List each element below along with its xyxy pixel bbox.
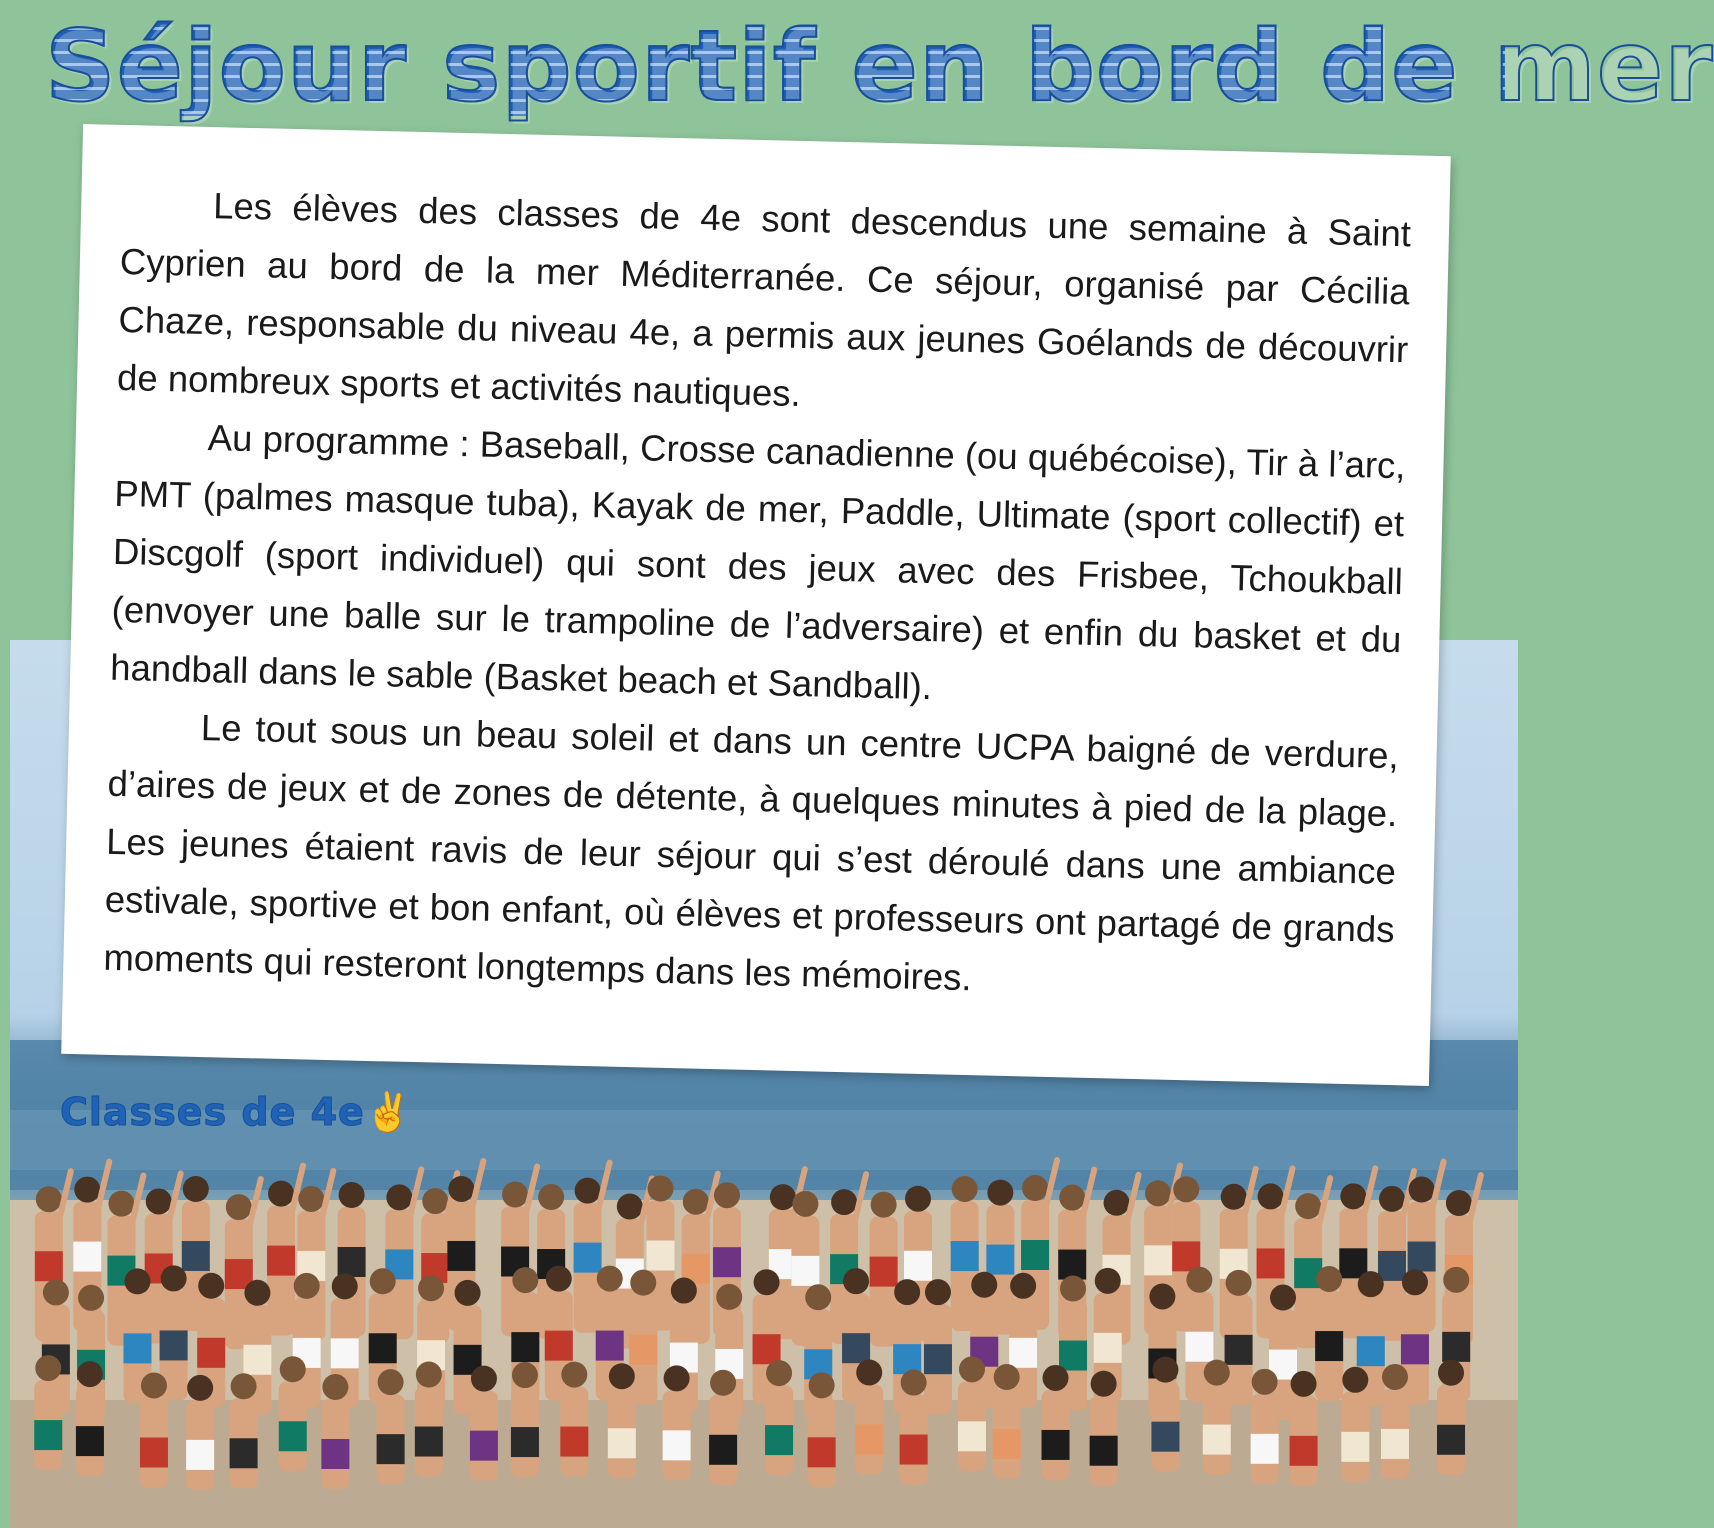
person-head <box>1043 1365 1069 1391</box>
person-head <box>1221 1184 1247 1210</box>
person-swimwear <box>1090 1436 1118 1466</box>
person-head <box>332 1273 358 1299</box>
person-head <box>671 1278 697 1304</box>
person-swimwear <box>993 1429 1021 1459</box>
person-head <box>925 1279 951 1305</box>
person-head <box>1145 1180 1171 1206</box>
person-head <box>1022 1175 1048 1201</box>
person-head <box>1358 1271 1384 1297</box>
person-head <box>416 1362 442 1388</box>
person-swimwear <box>197 1338 225 1368</box>
person-swimwear <box>1290 1436 1318 1466</box>
photo-caption: Classes de 4e✌️ <box>60 1090 414 1134</box>
person-head <box>471 1366 497 1392</box>
person-head <box>183 1176 209 1202</box>
person-swimwear <box>447 1241 475 1271</box>
person-swimwear <box>377 1434 405 1464</box>
person-head <box>1295 1193 1321 1219</box>
person-head <box>1059 1185 1085 1211</box>
person-swimwear <box>230 1438 258 1468</box>
person-swimwear <box>574 1243 602 1273</box>
person-swimwear <box>842 1333 870 1363</box>
article-paragraph: Au programme : Baseball, Crosse canadienne (ou québécoise), Tir à l’arc, PMT (palmes masque tuba), Kayak de mer, Paddle, Ultimate (sport collectif) et Discgolf (sport individuel) qui sont des jeux avec des Frisbee, Tchoukball (envoyer une balle sur le trampoline de l’adversaire) et enfin du basket et du handball dans le sable (Basket beach et Sandball). <box>109 417 1406 708</box>
person-swimwear <box>855 1424 883 1454</box>
person-swimwear <box>1203 1425 1231 1455</box>
article-paragraph: Les élèves des classes de 4e sont descendus une semaine à Saint Cyprien au bord de la mer Méditerranée. Ce séjour, organisé par Cécilia Chaze, responsable du niveau 4e, a permis aux jeunes Goélands de découvrir de nombreux sports et activités nautiques. <box>116 185 1412 414</box>
person-swimwear <box>73 1242 101 1272</box>
person-swimwear <box>511 1332 539 1362</box>
person-swimwear <box>560 1427 588 1457</box>
person-head <box>617 1194 643 1220</box>
person-swimwear <box>1408 1242 1436 1272</box>
person-swimwear <box>279 1421 307 1451</box>
person-head <box>1342 1367 1368 1393</box>
person-head <box>1316 1266 1342 1292</box>
person-swimwear <box>545 1331 573 1361</box>
person-swimwear <box>1009 1338 1037 1368</box>
person-swimwear <box>900 1435 928 1465</box>
person-head <box>43 1279 69 1305</box>
person-head <box>831 1189 857 1215</box>
person-swimwear <box>1437 1425 1465 1455</box>
person-head <box>370 1268 396 1294</box>
person-swimwear <box>608 1428 636 1458</box>
person-head <box>710 1370 736 1396</box>
person-head <box>994 1364 1020 1390</box>
person-swimwear <box>76 1426 104 1456</box>
person-head <box>1186 1267 1212 1293</box>
person-swimwear <box>1225 1335 1253 1365</box>
person-head <box>1443 1267 1469 1293</box>
person-head <box>1382 1364 1408 1390</box>
person-head <box>894 1279 920 1305</box>
person-head <box>78 1285 104 1311</box>
person-head <box>124 1268 150 1294</box>
person-head <box>1258 1183 1284 1209</box>
person-swimwear <box>1341 1432 1369 1462</box>
person-head <box>538 1184 564 1210</box>
person-head <box>1446 1190 1472 1216</box>
person-head <box>805 1284 831 1310</box>
person-head <box>378 1369 404 1395</box>
person-swimwear <box>958 1421 986 1451</box>
person-head <box>455 1280 481 1306</box>
person-swimwear <box>1144 1245 1172 1275</box>
person-swimwear <box>415 1427 443 1457</box>
person-head <box>146 1188 172 1214</box>
person-swimwear <box>34 1420 62 1450</box>
page-title: Séjour sportif en bord de mer <box>45 10 1714 124</box>
person-head <box>1340 1183 1366 1209</box>
person-head <box>1402 1269 1428 1295</box>
person-head <box>987 1180 1013 1206</box>
person-head <box>1379 1186 1405 1212</box>
person-swimwear <box>1378 1251 1406 1281</box>
person-head <box>1270 1285 1296 1311</box>
person-head <box>546 1266 572 1292</box>
person-head <box>280 1356 306 1382</box>
person-head <box>959 1356 985 1382</box>
person-swimwear <box>243 1345 271 1375</box>
person-head <box>268 1181 294 1207</box>
person-swimwear <box>709 1435 737 1465</box>
person-head <box>226 1194 252 1220</box>
person-head <box>74 1177 100 1203</box>
person-swimwear <box>1185 1332 1213 1362</box>
person-swimwear <box>186 1440 214 1470</box>
person-head <box>1091 1371 1117 1397</box>
person-swimwear <box>596 1331 624 1361</box>
person-swimwear <box>663 1430 691 1460</box>
person-head <box>597 1266 623 1292</box>
person-head <box>1060 1276 1086 1302</box>
person-swimwear <box>713 1247 741 1277</box>
person-head <box>322 1374 348 1400</box>
person-head <box>294 1273 320 1299</box>
person-head <box>905 1186 931 1212</box>
person-head <box>792 1191 818 1217</box>
person-swimwear <box>986 1245 1014 1275</box>
person-swimwear <box>1442 1332 1470 1362</box>
person-head <box>1095 1268 1121 1294</box>
person-swimwear <box>1059 1341 1087 1371</box>
person-swimwear <box>1172 1241 1200 1271</box>
person-swimwear <box>1381 1429 1409 1459</box>
person-swimwear <box>1401 1334 1429 1364</box>
person-head <box>754 1269 780 1295</box>
person-head <box>575 1178 601 1204</box>
person-head <box>1409 1177 1435 1203</box>
person-head <box>502 1181 528 1207</box>
person-swimwear <box>511 1427 539 1457</box>
person-head <box>231 1373 257 1399</box>
person-swimwear <box>1042 1430 1070 1460</box>
person-head <box>871 1192 897 1218</box>
person-head <box>1010 1273 1036 1299</box>
person-head <box>386 1184 412 1210</box>
person-swimwear <box>1151 1422 1179 1452</box>
person-head <box>512 1267 538 1293</box>
person-swimwear <box>1021 1240 1049 1270</box>
person-head <box>244 1280 270 1306</box>
person-swimwear <box>1257 1248 1285 1278</box>
person-swimwear <box>338 1247 366 1277</box>
person-swimwear <box>1357 1336 1385 1366</box>
person-head <box>161 1265 187 1291</box>
person-head <box>664 1365 690 1391</box>
person-swimwear <box>893 1344 921 1374</box>
person-head <box>35 1355 61 1381</box>
person-swimwear <box>1315 1331 1343 1361</box>
person-head <box>1252 1369 1278 1395</box>
person-swimwear <box>765 1425 793 1455</box>
person-head <box>108 1191 134 1217</box>
person-swimwear <box>160 1330 188 1360</box>
person-head <box>1291 1371 1317 1397</box>
person-swimwear <box>924 1344 952 1374</box>
person-head <box>198 1273 224 1299</box>
person-swimwear <box>870 1257 898 1287</box>
person-head <box>971 1272 997 1298</box>
person-swimwear <box>267 1246 295 1276</box>
person-head <box>1152 1357 1178 1383</box>
person-swimwear <box>904 1251 932 1281</box>
person-swimwear <box>647 1240 675 1270</box>
person-head <box>1226 1270 1252 1296</box>
person-swimwear <box>35 1251 63 1281</box>
person-head <box>1204 1360 1230 1386</box>
person-head <box>339 1182 365 1208</box>
person-head <box>843 1268 869 1294</box>
person-head <box>714 1182 740 1208</box>
person-head <box>298 1186 324 1212</box>
person-head <box>36 1186 62 1212</box>
person-head <box>448 1176 474 1202</box>
article-paragraph: Le tout sous un beau soleil et dans un centre UCPA baigné de verdure, d’aires de jeux et de zones de détente, à quelques minutes à pied de la plage. Les jeunes étaient ravis de leur séjour qui s’est déroulé dans une ambiance estivale, sportive et bon enfant, où élèves et professeurs ont partagé de grands moments qui resteront longtemps dans les mémoires. <box>103 706 1400 999</box>
person-head <box>77 1361 103 1387</box>
person-swimwear <box>123 1333 151 1363</box>
person-head <box>901 1370 927 1396</box>
person-swimwear <box>140 1437 168 1467</box>
person-swimwear <box>331 1338 359 1368</box>
person-swimwear <box>182 1241 210 1271</box>
person-head <box>683 1189 709 1215</box>
person-head <box>766 1360 792 1386</box>
person-swimwear <box>321 1439 349 1469</box>
person-swimwear <box>791 1256 819 1286</box>
person-head <box>716 1284 742 1310</box>
person-head <box>809 1372 835 1398</box>
person-head <box>1149 1283 1175 1309</box>
person-swimwear <box>1251 1434 1279 1464</box>
person-swimwear <box>753 1334 781 1364</box>
person-head <box>561 1362 587 1388</box>
person-head <box>1438 1360 1464 1386</box>
person-head <box>856 1359 882 1385</box>
person-head <box>141 1372 167 1398</box>
article-text <box>103 175 1412 1017</box>
person-head <box>648 1175 674 1201</box>
person-swimwear <box>629 1335 657 1365</box>
article-card <box>61 124 1451 1086</box>
person-swimwear <box>470 1431 498 1461</box>
person-head <box>1104 1190 1130 1216</box>
person-swimwear <box>808 1437 836 1467</box>
person-swimwear <box>369 1333 397 1363</box>
person-head <box>187 1375 213 1401</box>
person-head <box>770 1184 796 1210</box>
person-head <box>418 1275 444 1301</box>
person-swimwear <box>951 1241 979 1271</box>
person-head <box>1173 1176 1199 1202</box>
person-swimwear <box>1058 1250 1086 1280</box>
person-head <box>609 1363 635 1389</box>
person-head <box>422 1188 448 1214</box>
person-head <box>512 1362 538 1388</box>
person-head <box>630 1270 656 1296</box>
person-head <box>952 1176 978 1202</box>
person-swimwear <box>1094 1333 1122 1363</box>
